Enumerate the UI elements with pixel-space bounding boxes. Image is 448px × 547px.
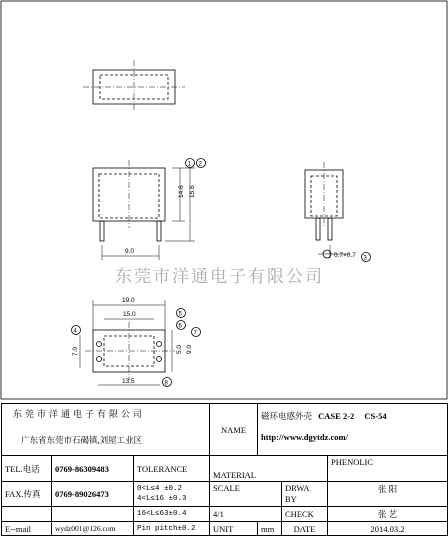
front-view — [93, 160, 195, 260]
callout-5: 5 — [178, 311, 182, 318]
date-label: DATE — [282, 522, 328, 536]
name-block — [258, 404, 448, 456]
fax-value: 0769-89026473 — [52, 482, 134, 507]
tolerance-values — [134, 482, 210, 507]
tolerance-label: TOLERANCE — [134, 456, 210, 482]
dim-pin-size: 0.7×0.7 — [334, 252, 356, 259]
fax-label: FAX.传真 — [2, 482, 52, 507]
scale-value: 4/1 — [210, 507, 282, 522]
dim-pin-spacing: 9.0 — [125, 248, 135, 255]
unit-value: mm — [258, 522, 282, 536]
watermark: 东莞市洋通电子有限公司 — [115, 267, 324, 287]
drawn-label — [282, 482, 328, 507]
dim-inner-width: 15.0 — [123, 311, 136, 318]
dim-height-inner: 5.0 — [176, 344, 183, 354]
company-block — [2, 404, 210, 456]
part-no: CS-54 — [364, 411, 387, 421]
tolerance-3: 16<L≤63±0.4 — [134, 507, 210, 522]
material-label: MATERIAL — [210, 456, 328, 482]
email-label: E--mail — [2, 522, 52, 536]
tel-label: TEL.电话 — [2, 456, 52, 482]
email-spacer-2 — [52, 507, 134, 522]
side-view — [305, 162, 350, 258]
checked-by: 张 艺 — [328, 507, 448, 522]
callout-6: 6 — [178, 323, 182, 330]
name-label: NAME — [210, 404, 258, 456]
callout-2: 2 — [198, 161, 202, 168]
dim-height-side: 9.0 — [186, 344, 193, 354]
company-address: 广东省东莞市石碣镇,刘屋工业区 — [21, 435, 143, 445]
dim-height-total: 15.6 — [189, 185, 196, 198]
by-label: BY — [285, 494, 297, 504]
tel-value: 0769-86309483 — [52, 456, 134, 482]
callout-1: 1 — [187, 161, 191, 168]
title-block — [1, 403, 448, 536]
company-name: 东莞市洋通电子有限公司 — [13, 409, 146, 419]
email-value[interactable]: wydz001@126.com — [52, 522, 134, 536]
email-spacer — [2, 507, 52, 522]
tolerance-2: 4<L≤16 ±0.3 — [137, 495, 187, 503]
case-no: CASE 2-2 — [318, 411, 355, 421]
scale-label: SCALE — [210, 482, 282, 507]
callout-4: 4 — [73, 328, 77, 335]
tolerance-4: Pin pitch±0.2 — [134, 522, 210, 536]
tolerance-1: 0<L≤4 ±0.2 — [137, 485, 183, 493]
drwa-label: DRWA — [285, 483, 310, 493]
material-value: PHENOLIC — [328, 456, 448, 482]
drawn-by: 张 阳 — [328, 482, 448, 507]
unit-label: UNIT — [210, 522, 258, 536]
dim-width: 19.0 — [122, 297, 135, 304]
callout-8: 8 — [164, 380, 168, 387]
website-url[interactable]: http://www.dgytdz.com/ — [261, 432, 348, 442]
top-view — [83, 60, 185, 112]
product-name: 磁环电感外壳 — [261, 411, 313, 421]
date-value: 2014.03.2 — [328, 522, 448, 536]
callout-3: 3 — [363, 255, 367, 262]
check-label: CHECK — [282, 507, 328, 522]
dim-inner-width-alt: 13.5 — [122, 378, 135, 385]
drawing-frame — [1, 1, 447, 399]
callout-7: 7 — [193, 330, 197, 337]
dim-height-top-small: 7.0 — [72, 346, 79, 356]
dim-height-body: 14.6 — [178, 185, 185, 198]
